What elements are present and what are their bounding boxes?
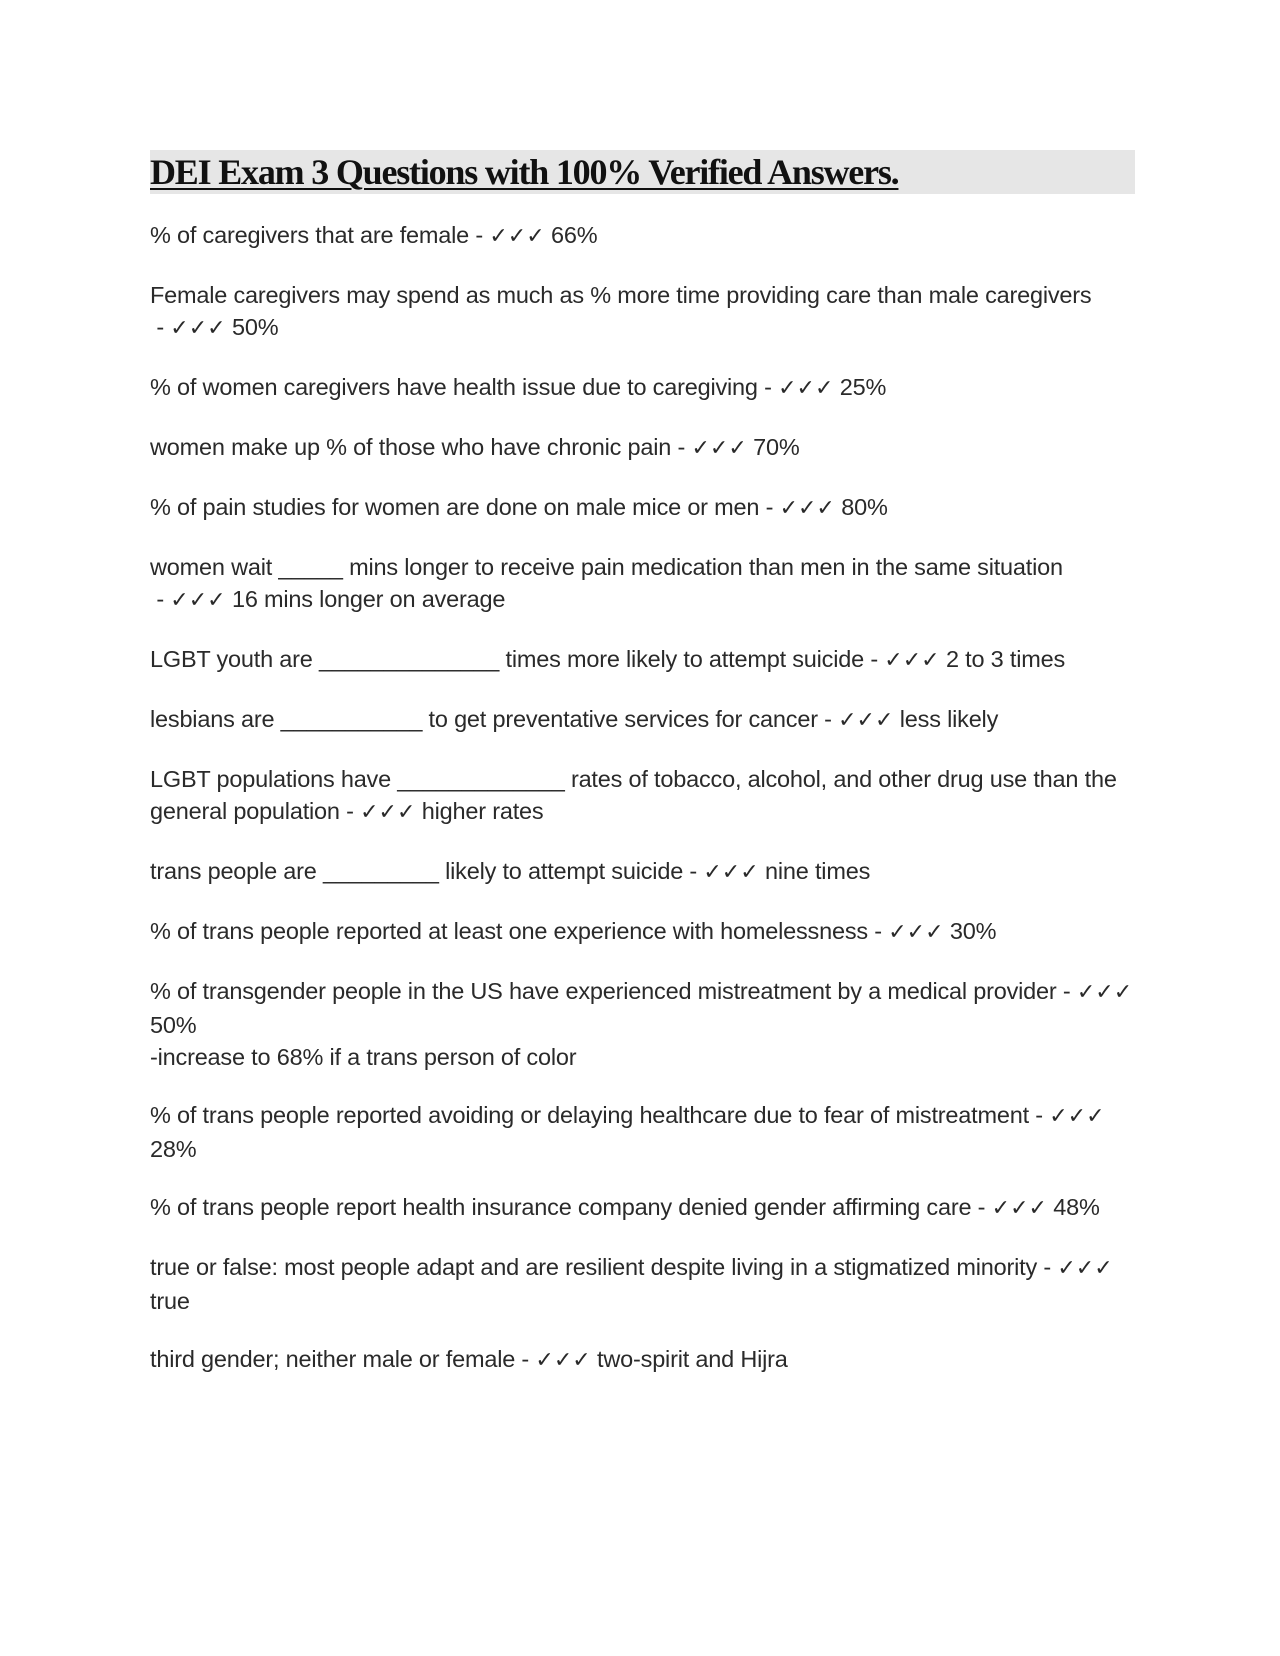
document-page [150,150,1135,1403]
separator: - [1037,1254,1058,1280]
qa-item [150,1343,1135,1377]
answer-text: 50% [150,1012,197,1038]
question-text: % of trans people reported at least one experience with homelessness [150,918,868,944]
question-text: LGBT youth are ______________ times more likely to attempt suicide [150,646,864,672]
answer-text: higher rates [421,798,544,824]
qa-item [150,915,1135,949]
qa-item [150,279,1135,345]
answer-text: true [150,1288,190,1314]
checkmark-icon: ✓✓✓ [170,316,226,341]
answer-text: 70% [753,434,800,460]
answer-text: less likely [899,706,999,732]
checkmark-icon: ✓✓✓ [360,800,416,825]
qa-item [150,219,1135,253]
qa-item [150,643,1135,677]
separator: - [867,918,889,944]
checkmark-icon: ✓✓✓ [535,1348,591,1373]
answer-text: 48% [1053,1194,1100,1220]
checkmark-icon: ✓✓✓ [1049,1104,1105,1129]
question-text: % of women caregivers have health issue due to caregiving [150,374,758,400]
separator: - [150,586,171,612]
answer-text: 2 to 3 times [945,646,1066,672]
checkmark-icon: ✓✓✓ [884,648,940,673]
qa-item [150,975,1135,1073]
qa-item [150,431,1135,465]
answer-text: 66% [551,222,598,248]
question-text: Female caregivers may spend as much as % more time providing care than male caregivers [150,282,1092,308]
question-text: women wait _____ mins longer to receive pain medication than men in the same situation [150,554,1063,580]
separator: - [757,374,779,400]
answer-text: 16 mins longer on average [231,586,506,612]
checkmark-icon: ✓✓✓ [1057,1256,1113,1281]
question-text: women make up % of those who have chronic pain [150,434,672,460]
answer-text: 50% [231,314,279,340]
separator: - [339,798,361,824]
checkmark-icon: ✓✓✓ [1076,980,1133,1005]
question-text: % of caregivers that are female [150,222,470,248]
answer-text: nine times [765,858,871,884]
checkmark-icon: ✓✓✓ [489,224,545,249]
question-text: % of trans people report health insurance company denied gender affirming care [150,1194,972,1220]
separator: - [671,434,692,460]
separator: - [759,494,780,520]
checkmark-icon: ✓✓✓ [991,1196,1047,1221]
answer-text: 30% [949,918,997,944]
qa-item [150,491,1135,525]
question-text: true or false: most people adapt and are resilient despite living in a stigmatized minority [150,1254,1038,1280]
separator: - [971,1194,992,1220]
separator: - [150,314,171,340]
question-text: LGBT populations have _____________ rates of tobacco, alcohol, and other drug use than the general population [150,766,1117,824]
checkmark-icon: ✓✓✓ [888,920,944,945]
checkmark-icon: ✓✓✓ [170,588,226,613]
separator: - [469,222,490,248]
qa-item [150,551,1135,617]
answer-text: 80% [841,494,888,520]
question-text: trans people are _________ likely to attempt suicide [150,858,684,884]
question-text: % of pain studies for women are done on male mice or men [150,494,760,520]
answer-text: 28% [150,1136,197,1162]
qa-item [150,763,1135,829]
qa-item [150,1191,1135,1225]
qa-item [150,1251,1135,1317]
separator: - [817,706,839,732]
question-text: lesbians are ___________ to get preventative services for cancer [150,706,818,732]
document-title: DEI Exam 3 Questions with 100% Verified Answers. [150,152,899,192]
question-text: % of trans people reported avoiding or delaying healthcare due to fear of mistreatment [150,1102,1029,1128]
qa-item [150,1099,1135,1165]
checkmark-icon: ✓✓✓ [703,860,759,885]
title-banner [150,150,1135,194]
separator: - [1056,978,1077,1004]
separator: - [1028,1102,1050,1128]
qa-item [150,703,1135,737]
answer-text: two-spirit and Hijra [597,1346,788,1372]
separator: - [683,858,704,884]
checkmark-icon: ✓✓✓ [838,708,894,733]
question-text: third gender; neither male or female [150,1346,516,1372]
qa-item [150,855,1135,889]
checkmark-icon: ✓✓✓ [778,376,834,401]
checkmark-icon: ✓✓✓ [691,436,747,461]
qa-item [150,371,1135,405]
checkmark-icon: ✓✓✓ [779,496,835,521]
answer-text: 25% [839,374,887,400]
separator: - [863,646,885,672]
answer-note: -increase to 68% if a trans person of color [150,1044,577,1070]
question-text: % of transgender people in the US have experienced mistreatment by a medical provider [150,978,1057,1004]
qa-list [150,219,1135,1377]
separator: - [515,1346,536,1372]
